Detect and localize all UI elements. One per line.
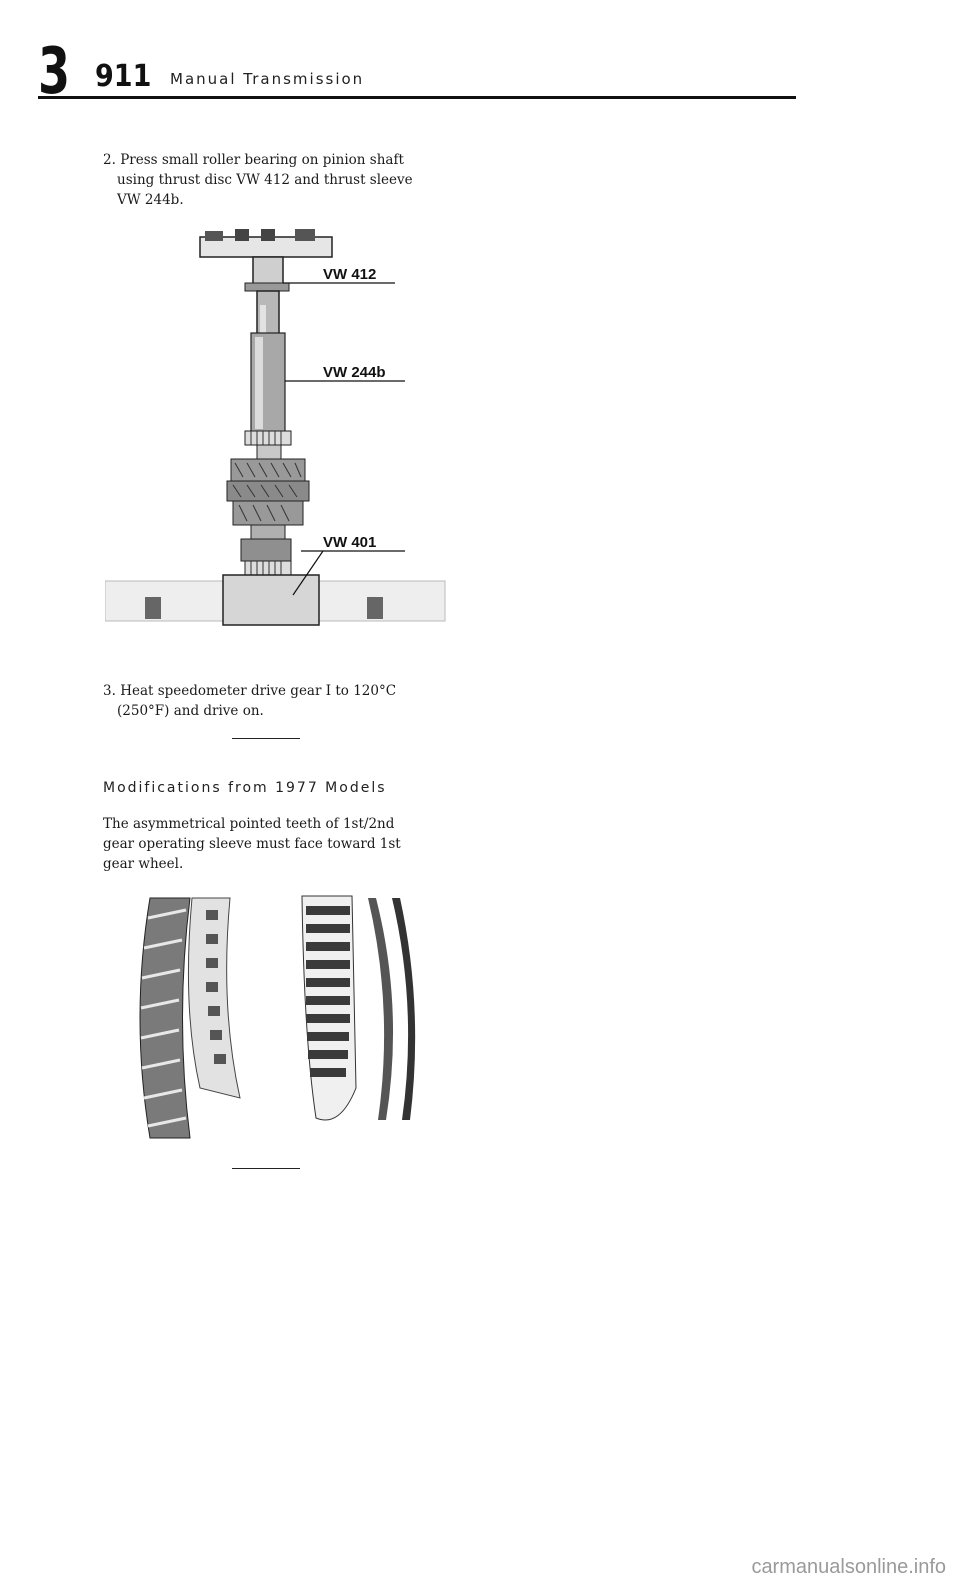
step-2-line-1: Press small roller bearing on pinion shaft [120,152,404,168]
step-3-number: 3. [103,683,116,699]
sleeve-teeth-figure [120,888,430,1148]
divider-bottom [232,1168,300,1169]
modifications-line-2: gear operating sleeve must face toward 1st [103,836,401,852]
modifications-line-3: gear wheel. [103,856,184,872]
modifications-line-1: The asymmetrical pointed teeth of 1st/2nd [103,816,395,832]
step-2-line-3: VW 244b. [117,192,184,208]
step-3-line-2: (250°F) and drive on. [117,703,264,719]
step-2 [103,150,423,210]
modifications-heading: Modifications from 1977 Models [103,780,387,796]
model-number: 911 [95,59,152,94]
step-3 [103,681,423,721]
chapter-number: 3 [38,35,71,109]
label-vw244b: VW 244b [323,364,386,381]
modifications-text [103,814,433,874]
step-3-line-1: Heat speedometer drive gear I to 120°C [120,683,397,699]
divider [232,738,300,739]
press-tool-figure [105,225,450,635]
step-2-line-2: using thrust disc VW 412 and thrust sleeve [117,172,413,188]
step-2-number: 2. [103,152,116,168]
label-vw412: VW 412 [323,266,377,283]
section-title: Manual Transmission [170,70,365,88]
header-rule [38,96,796,99]
label-vw401: VW 401 [323,534,377,551]
page-header [38,35,798,109]
watermark: carmanualsonline.info [751,1556,946,1578]
